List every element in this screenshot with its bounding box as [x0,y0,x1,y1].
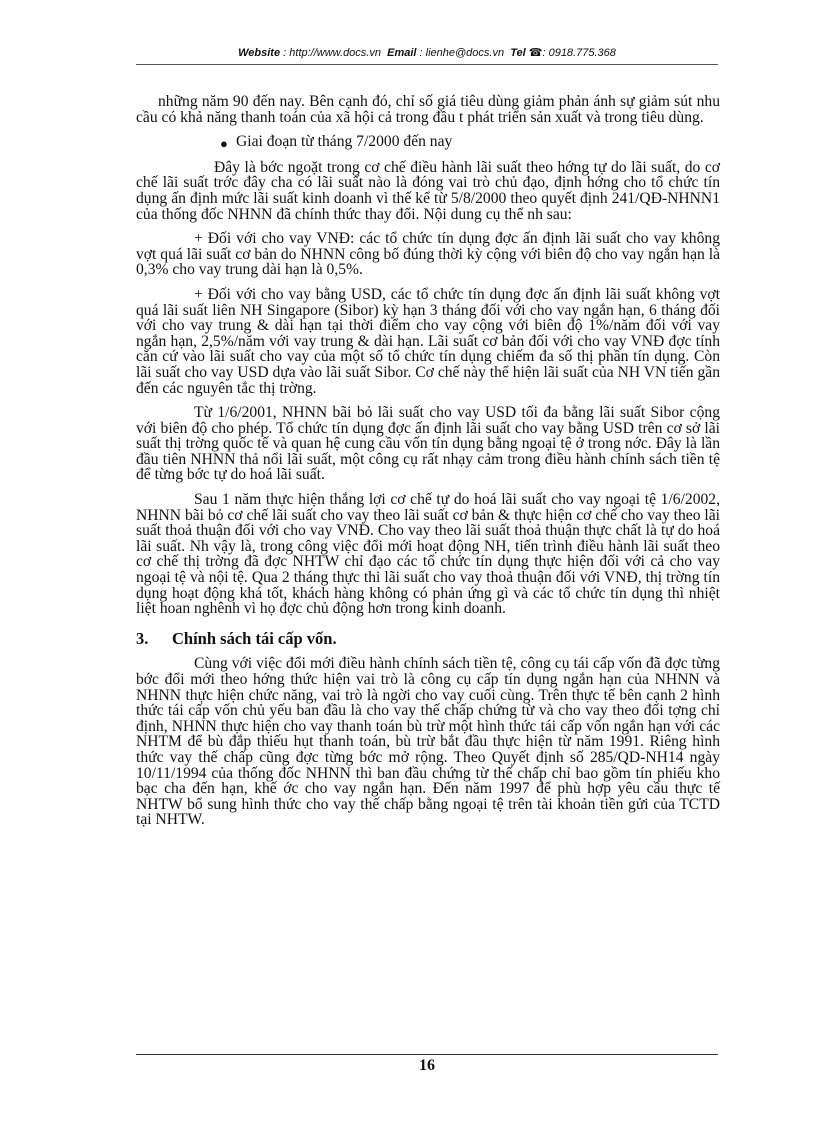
section-title: Chính sách tái cấp vốn. [172,628,337,648]
bullet-text: Giai đoạn từ tháng 7/2000 đến nay [236,133,453,151]
page-number: 16 [419,1057,435,1074]
paragraph: Đây là bớc ngoặt trong cơ chế điều hành lãi suất theo hớng tự do lãi suất, do cơ chế lãi suất trớc đây cha có lãi suất nào là đóng vai trò chủ đạo, định hớng cho tổ chức tín dụng ấn định mức lãi suất kinh doanh vì thế kể từ 5/8/2000 theo quyết định 241/QĐ-NHNN1 của thống đốc NHNN đã chính thức thay đổi. Nội dung cụ thể nh sau: [136,158,720,223]
bullet-dot-icon: ● [220,136,228,152]
bullet-item [136,134,720,150]
header-divider [136,64,718,65]
page-header [136,46,718,59]
paragraph-continuation: những năm 90 đến nay. Bên cạnh đó, chỉ số giá tiêu dùng giảm phản ánh sự giảm sút nhu cầu có khả năng thanh toán của xã hội cả trong đầu t phát triển sản xuất và trong tiêu dùng. [136,93,720,126]
paragraph: + Đối với cho vay bằng USD, các tổ chức tín dụng đợc ấn định lãi suất không vợt quá lãi suất liên NH Singapore (Sibor) kỳ hạn 3 tháng đối với cho vay ngắn hạn, 6 tháng đối với cho vay trung & dài hạn tại thời điểm cho vay cộng với biên độ 1%/năm đối với vay ngắn hạn, 2,5%/năm với vay trung & dài hạn. Lãi suất cơ bản đối với cho vay VNĐ đợc tính căn cứ vào lãi suất cho vay của một số tổ chức tín dụng chiếm đa số thị phần tín dụng. Còn lãi suất cho vay USD dựa vào lãi suất Sibor. Cơ chế này thể hiện lãi suất của NH VN tiến gần đến các nguyên tắc thị trờng. [136,285,720,397]
section-heading [136,628,720,648]
paragraph: Sau 1 năm thực hiện thắng lợi cơ chế tự do hoá lãi suất cho vay ngoại tệ 1/6/2002, NHNN bãi bỏ cơ chế lãi suất cho vay theo lãi suất cơ bản & thực hiện cơ chế cho vay theo lãi suất thoả thuận đối với cho vay VNĐ. Cho vay theo lãi suất thoả thuận thực chất là tự do hoá lãi suất. Nh vậy là, trong công việc đổi mới hoạt động NH, tiến trình điều hành lãi suất theo cơ chế thị trờng đã đợc NHTW chỉ đạo các tổ chức tín dụng thực hiện đối với cả cho vay ngoại tệ và nội tệ. Qua 2 tháng thực thi lãi suất cho vay thoả thuận đối với VNĐ, thị trờng tín dụng hoạt động khá tốt, khách hàng không có phản ứng gì và các tổ chức tín dụng thì nhiệt liệt hoan nghênh vì họ đợc chủ động hơn trong kinh doanh. [136,491,720,618]
phone-icon: ☎ [528,47,543,59]
section-number: 3. [136,628,149,648]
paragraph: + Đối với cho vay VNĐ: các tổ chức tín dụng đợc ấn định lãi suất cho vay không vợt quá lãi suất cơ bản do NHNN công bố đúng thời kỳ cộng với biên độ cho vay ngắn hạn là 0,3% cho vay trung dài hạn là 0,5%. [136,230,720,279]
document-body [136,94,720,837]
email-address[interactable]: : lienhe@docs.vn [419,47,505,59]
website-url[interactable]: : http://www.docs.vn [283,47,381,59]
tel-number: : 0918.775.368 [542,47,616,59]
email-label: Email [387,47,417,59]
paragraph: Từ 1/6/2001, NHNN bãi bỏ lãi suất cho vay USD tối đa bằng lãi suất Sibor cộng với biên độ cho phép. Tổ chức tín dụng đợc ấn định lãi suất cho vay bằng USD trên cơ sở lãi suất thị trờng quốc tế và quan hệ cung cầu vốn tín dụng bằng ngoại tệ ở trong nớc. Đây là lần đầu tiên NHNN thả nổi lãi suất, một công cụ rất nhạy cảm trong điều hành chính sách tiền tệ để từng bớc tự do hoá lãi suất. [136,404,720,484]
footer-divider [136,1054,718,1055]
paragraph: Cùng với việc đổi mới điều hành chính sách tiền tệ, công cụ tái cấp vốn đã đợc từng bớc đổi mới theo hớng thức hiện vai trò là công cụ cấp tín dụng ngắn hạn của NHNN và NHNN thực hiện chức năng, vai trò là ngời cho vay cuối cùng. Trên thực tế bên cạnh 2 hình thức tái cấp vốn chủ yếu ban đầu là cho vay thế chấp chứng từ và cho vay theo đối tợng chỉ định, NHNN thực hiện cho vay thanh toán bù trừ một hình thức tái cấp vốn ngắn hạn với các NHTM để bù đắp thiếu hụt thanh toán, bù trừ bắt đầu thực hiện từ năm 1991. Riêng hình thức vay thế chấp cũng đợc từng bớc mở rộng. Theo Quyết định số 285/QD-NH14 ngày 10/11/1994 của thống đốc NHNN thì ban đầu chứng từ thế chấp chỉ bao gồm tín phiếu kho bạc cha đến hạn, khế ớc cho vay ngắn hạn. Đến năm 1997 để phù hợp yêu cầu thực tế NHTW bổ sung hình thức cho vay thế chấp bằng ngoại tệ trên tài khoản tiền gửi của TCTD tại NHTW. [136,655,720,829]
tel-label: Tel [510,47,526,59]
website-label: Website [238,47,281,59]
